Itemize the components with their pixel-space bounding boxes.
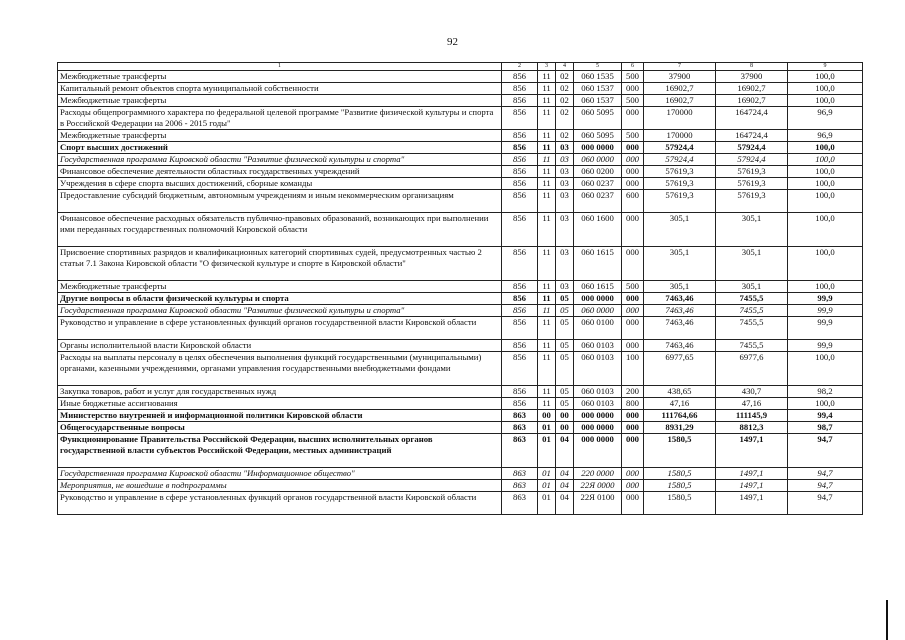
col-5-cell: 060 1537: [574, 95, 622, 107]
table-row: [58, 468, 863, 480]
col-7-cell: 111764,66: [644, 410, 716, 422]
col-9-cell: 98,7: [788, 422, 863, 434]
col-8-cell: 305,1: [716, 213, 788, 247]
col-4-cell: 05: [556, 340, 574, 352]
row-name-cell: Министерство внутренней и информационной политики Кировской области: [58, 410, 502, 422]
col-7-cell: 7463,46: [644, 305, 716, 317]
col-3-cell: 11: [538, 166, 556, 178]
col-8-cell: 1497,1: [716, 468, 788, 480]
row-name-cell: Присвоение спортивных разрядов и квалификационных категорий спортивных судей, предусмотренных частью 2 статьи 7.1 Закона Кировской области "О физической культуре и спорте в Кировской области": [58, 247, 502, 281]
col-4-cell: 04: [556, 492, 574, 515]
col-5-cell: 000 0000: [574, 293, 622, 305]
col-8-cell: 1497,1: [716, 434, 788, 468]
header-cell: 7: [644, 63, 716, 71]
col-4-cell: 02: [556, 95, 574, 107]
col-4-cell: 03: [556, 213, 574, 247]
table-row: [58, 422, 863, 434]
row-name-cell: Капитальный ремонт объектов спорта муниципальной собственности: [58, 83, 502, 95]
col-7-cell: 16902,7: [644, 95, 716, 107]
col-3-cell: 11: [538, 305, 556, 317]
col-6-cell: 000: [622, 142, 644, 154]
col-6-cell: 000: [622, 83, 644, 95]
table-row: [58, 71, 863, 83]
row-name-cell: Мероприятия, не вошедшие в подпрограммы: [58, 480, 502, 492]
table-row: [58, 317, 863, 340]
col-2-cell: 863: [502, 480, 538, 492]
col-9-cell: 100,0: [788, 352, 863, 386]
col-5-cell: 060 5095: [574, 107, 622, 130]
col-6-cell: 100: [622, 352, 644, 386]
table-row: [58, 281, 863, 293]
col-6-cell: 000: [622, 468, 644, 480]
col-6-cell: 500: [622, 130, 644, 142]
col-2-cell: 856: [502, 71, 538, 83]
col-3-cell: 11: [538, 247, 556, 281]
col-8-cell: 7455,5: [716, 305, 788, 317]
col-3-cell: 01: [538, 434, 556, 468]
col-5-cell: 000 0000: [574, 422, 622, 434]
col-5-cell: 060 1615: [574, 247, 622, 281]
col-4-cell: 02: [556, 130, 574, 142]
table-row: [58, 213, 863, 247]
col-8-cell: 1497,1: [716, 492, 788, 515]
col-9-cell: 100,0: [788, 142, 863, 154]
col-5-cell: 060 0000: [574, 305, 622, 317]
col-3-cell: 11: [538, 213, 556, 247]
row-name-cell: Государственная программа Кировской области "Развитие физической культуры и спорта": [58, 154, 502, 166]
col-3-cell: 11: [538, 386, 556, 398]
page-number: 92: [447, 36, 458, 48]
col-8-cell: 305,1: [716, 281, 788, 293]
col-2-cell: 856: [502, 107, 538, 130]
col-2-cell: 856: [502, 190, 538, 213]
row-name-cell: Финансовое обеспечение деятельности областных государственных учреждений: [58, 166, 502, 178]
col-9-cell: 94,7: [788, 434, 863, 468]
col-6-cell: 000: [622, 213, 644, 247]
col-8-cell: 430,7: [716, 386, 788, 398]
col-3-cell: 11: [538, 142, 556, 154]
col-7-cell: 7463,46: [644, 317, 716, 340]
col-3-cell: 11: [538, 154, 556, 166]
col-3-cell: 11: [538, 178, 556, 190]
col-8-cell: 16902,7: [716, 83, 788, 95]
row-name-cell: Функционирование Правительства Российской Федерации, высших исполнительных органов государственной власти субъектов Российской Федерации, местных администраций: [58, 434, 502, 468]
col-7-cell: 16902,7: [644, 83, 716, 95]
col-5-cell: 060 1535: [574, 71, 622, 83]
col-6-cell: 000: [622, 317, 644, 340]
col-8-cell: 57619,3: [716, 178, 788, 190]
col-5-cell: 22Я 0100: [574, 492, 622, 515]
table-row: [58, 305, 863, 317]
table-row: [58, 352, 863, 386]
table-row: [58, 130, 863, 142]
col-8-cell: 1497,1: [716, 480, 788, 492]
col-4-cell: 03: [556, 247, 574, 281]
col-8-cell: 16902,7: [716, 95, 788, 107]
col-9-cell: 96,9: [788, 130, 863, 142]
col-8-cell: 57924,4: [716, 154, 788, 166]
col-8-cell: 57619,3: [716, 166, 788, 178]
table-row: [58, 398, 863, 410]
col-4-cell: 05: [556, 317, 574, 340]
col-5-cell: 060 0103: [574, 352, 622, 386]
col-4-cell: 02: [556, 83, 574, 95]
table-row: [58, 178, 863, 190]
row-name-cell: Предоставление субсидий бюджетным, автономным учреждениям и иным некоммерческим организациям: [58, 190, 502, 213]
col-4-cell: 05: [556, 293, 574, 305]
col-9-cell: 98,2: [788, 386, 863, 398]
header-cell: 5: [574, 63, 622, 71]
col-7-cell: 438,65: [644, 386, 716, 398]
col-7-cell: 305,1: [644, 213, 716, 247]
col-9-cell: 100,0: [788, 166, 863, 178]
col-5-cell: 060 1537: [574, 83, 622, 95]
col-6-cell: 200: [622, 386, 644, 398]
header-cell: 9: [788, 63, 863, 71]
col-4-cell: 05: [556, 386, 574, 398]
page-edge-mark: [886, 600, 888, 640]
col-5-cell: 060 5095: [574, 130, 622, 142]
col-7-cell: 7463,46: [644, 293, 716, 305]
col-4-cell: 05: [556, 305, 574, 317]
header-cell: 4: [556, 63, 574, 71]
header-cell: 2: [502, 63, 538, 71]
col-7-cell: 57619,3: [644, 166, 716, 178]
col-5-cell: 000 0000: [574, 142, 622, 154]
row-name-cell: Закупка товаров, работ и услуг для государственных нужд: [58, 386, 502, 398]
col-7-cell: 170000: [644, 130, 716, 142]
header-cell: 1: [58, 63, 502, 71]
col-7-cell: 57924,4: [644, 142, 716, 154]
col-2-cell: 856: [502, 281, 538, 293]
col-3-cell: 01: [538, 468, 556, 480]
col-3-cell: 01: [538, 492, 556, 515]
col-5-cell: 060 0237: [574, 190, 622, 213]
row-name-cell: Другие вопросы в области физической культуры и спорта: [58, 293, 502, 305]
col-4-cell: 02: [556, 71, 574, 83]
col-2-cell: 856: [502, 178, 538, 190]
col-2-cell: 863: [502, 410, 538, 422]
col-3-cell: 01: [538, 480, 556, 492]
budget-table: [57, 62, 863, 515]
col-4-cell: 05: [556, 398, 574, 410]
col-3-cell: 11: [538, 95, 556, 107]
col-5-cell: 22Я 0000: [574, 480, 622, 492]
col-5-cell: 060 0100: [574, 317, 622, 340]
col-4-cell: 04: [556, 434, 574, 468]
col-2-cell: 856: [502, 398, 538, 410]
col-6-cell: 000: [622, 305, 644, 317]
col-7-cell: 1580,5: [644, 480, 716, 492]
col-7-cell: 57924,4: [644, 154, 716, 166]
col-9-cell: 100,0: [788, 398, 863, 410]
col-8-cell: 7455,5: [716, 293, 788, 305]
col-3-cell: 11: [538, 352, 556, 386]
col-5-cell: 060 0103: [574, 398, 622, 410]
col-5-cell: 060 0237: [574, 178, 622, 190]
table-row: [58, 480, 863, 492]
col-9-cell: 100,0: [788, 71, 863, 83]
col-5-cell: 000 0000: [574, 410, 622, 422]
col-8-cell: 57924,4: [716, 142, 788, 154]
col-6-cell: 000: [622, 480, 644, 492]
col-5-cell: 060 0000: [574, 154, 622, 166]
row-name-cell: Расходы на выплаты персоналу в целях обеспечения выполнения функций государственными (муниципальными) органами, казенными учреждениями, органами управления государственными внебюджетными фондами: [58, 352, 502, 386]
col-8-cell: 7455,5: [716, 317, 788, 340]
col-2-cell: 856: [502, 247, 538, 281]
col-9-cell: 96,9: [788, 107, 863, 130]
col-6-cell: 000: [622, 434, 644, 468]
col-6-cell: 000: [622, 340, 644, 352]
table-header-row: [58, 63, 863, 71]
col-6-cell: 000: [622, 247, 644, 281]
col-8-cell: 47,16: [716, 398, 788, 410]
col-8-cell: 7455,5: [716, 340, 788, 352]
col-6-cell: 800: [622, 398, 644, 410]
col-4-cell: 00: [556, 410, 574, 422]
col-2-cell: 856: [502, 386, 538, 398]
col-2-cell: 856: [502, 352, 538, 386]
col-4-cell: 03: [556, 166, 574, 178]
col-9-cell: 94,7: [788, 480, 863, 492]
table-row: [58, 190, 863, 213]
col-3-cell: 11: [538, 281, 556, 293]
row-name-cell: Финансовое обеспечение расходных обязательств публично-правовых образований, возникающих при выполнении ими переданных государственных полномочий Кировской области: [58, 213, 502, 247]
col-7-cell: 8931,29: [644, 422, 716, 434]
row-name-cell: Межбюджетные трансферты: [58, 281, 502, 293]
col-2-cell: 863: [502, 422, 538, 434]
col-6-cell: 000: [622, 178, 644, 190]
col-6-cell: 000: [622, 422, 644, 434]
col-7-cell: 1580,5: [644, 468, 716, 480]
col-3-cell: 11: [538, 190, 556, 213]
col-9-cell: 99,9: [788, 317, 863, 340]
table-row: [58, 107, 863, 130]
col-4-cell: 03: [556, 281, 574, 293]
col-4-cell: 04: [556, 480, 574, 492]
row-name-cell: Спорт высших достижений: [58, 142, 502, 154]
col-8-cell: 164724,4: [716, 107, 788, 130]
col-5-cell: 060 1600: [574, 213, 622, 247]
col-8-cell: 57619,3: [716, 190, 788, 213]
col-3-cell: 11: [538, 398, 556, 410]
col-5-cell: 060 1615: [574, 281, 622, 293]
col-6-cell: 000: [622, 410, 644, 422]
header-cell: 8: [716, 63, 788, 71]
col-3-cell: 11: [538, 130, 556, 142]
row-name-cell: Государственная программа Кировской области "Информационное общество": [58, 468, 502, 480]
col-4-cell: 03: [556, 190, 574, 213]
col-9-cell: 100,0: [788, 83, 863, 95]
table-row: [58, 95, 863, 107]
col-5-cell: 060 0200: [574, 166, 622, 178]
col-7-cell: 1580,5: [644, 434, 716, 468]
col-9-cell: 99,4: [788, 410, 863, 422]
col-6-cell: 000: [622, 166, 644, 178]
col-9-cell: 94,7: [788, 468, 863, 480]
col-2-cell: 863: [502, 434, 538, 468]
col-9-cell: 100,0: [788, 247, 863, 281]
col-7-cell: 57619,3: [644, 178, 716, 190]
row-name-cell: Государственная программа Кировской области "Развитие физической культуры и спорта": [58, 305, 502, 317]
row-name-cell: Иные бюджетные ассигнования: [58, 398, 502, 410]
col-6-cell: 000: [622, 492, 644, 515]
col-4-cell: 03: [556, 154, 574, 166]
table-row: [58, 410, 863, 422]
col-2-cell: 856: [502, 340, 538, 352]
row-name-cell: Учреждения в сфере спорта высших достижений, сборные команды: [58, 178, 502, 190]
col-6-cell: 000: [622, 293, 644, 305]
header-cell: 3: [538, 63, 556, 71]
col-9-cell: 99,9: [788, 293, 863, 305]
col-8-cell: 8812,3: [716, 422, 788, 434]
row-name-cell: Руководство и управление в сфере установленных функций органов государственной власти Кировской области: [58, 317, 502, 340]
col-2-cell: 856: [502, 154, 538, 166]
col-7-cell: 47,16: [644, 398, 716, 410]
col-9-cell: 100,0: [788, 178, 863, 190]
table-row: [58, 340, 863, 352]
row-name-cell: Руководство и управление в сфере установленных функций органов государственной власти Кировской области: [58, 492, 502, 515]
col-5-cell: 060 0103: [574, 386, 622, 398]
col-9-cell: 99,9: [788, 305, 863, 317]
col-7-cell: 57619,3: [644, 190, 716, 213]
table-row: [58, 83, 863, 95]
col-2-cell: 856: [502, 293, 538, 305]
col-6-cell: 500: [622, 95, 644, 107]
col-7-cell: 7463,46: [644, 340, 716, 352]
col-8-cell: 37900: [716, 71, 788, 83]
table-row: [58, 434, 863, 468]
col-6-cell: 500: [622, 281, 644, 293]
row-name-cell: Органы исполнительной власти Кировской области: [58, 340, 502, 352]
col-6-cell: 000: [622, 154, 644, 166]
row-name-cell: Межбюджетные трансферты: [58, 95, 502, 107]
col-8-cell: 111145,9: [716, 410, 788, 422]
col-7-cell: 1580,5: [644, 492, 716, 515]
header-cell: 6: [622, 63, 644, 71]
col-7-cell: 170000: [644, 107, 716, 130]
row-name-cell: Расходы общепрограммного характера по федеральной целевой программе "Развитие физической культуры и спорта в Российской Федерации на 2006 - 2015 годы": [58, 107, 502, 130]
col-5-cell: 060 0103: [574, 340, 622, 352]
col-7-cell: 6977,65: [644, 352, 716, 386]
col-2-cell: 856: [502, 166, 538, 178]
col-6-cell: 500: [622, 71, 644, 83]
table-row: [58, 386, 863, 398]
row-name-cell: Общегосударственные вопросы: [58, 422, 502, 434]
col-4-cell: 04: [556, 468, 574, 480]
col-2-cell: 856: [502, 213, 538, 247]
col-9-cell: 99,9: [788, 340, 863, 352]
col-4-cell: 03: [556, 178, 574, 190]
col-9-cell: 100,0: [788, 190, 863, 213]
table-row: [58, 166, 863, 178]
col-3-cell: 11: [538, 317, 556, 340]
row-name-cell: Межбюджетные трансферты: [58, 130, 502, 142]
col-2-cell: 856: [502, 83, 538, 95]
col-4-cell: 00: [556, 422, 574, 434]
table-row: [58, 247, 863, 281]
col-9-cell: 100,0: [788, 213, 863, 247]
table-row: [58, 293, 863, 305]
col-3-cell: 11: [538, 107, 556, 130]
col-9-cell: 100,0: [788, 154, 863, 166]
col-3-cell: 00: [538, 410, 556, 422]
table-row: [58, 154, 863, 166]
row-name-cell: Межбюджетные трансферты: [58, 71, 502, 83]
col-3-cell: 11: [538, 71, 556, 83]
col-5-cell: 000 0000: [574, 434, 622, 468]
col-3-cell: 11: [538, 293, 556, 305]
col-2-cell: 856: [502, 317, 538, 340]
col-2-cell: 863: [502, 492, 538, 515]
col-4-cell: 02: [556, 107, 574, 130]
table-row: [58, 492, 863, 515]
col-7-cell: 305,1: [644, 281, 716, 293]
col-6-cell: 000: [622, 107, 644, 130]
col-2-cell: 856: [502, 130, 538, 142]
col-3-cell: 11: [538, 83, 556, 95]
col-2-cell: 856: [502, 95, 538, 107]
col-7-cell: 37900: [644, 71, 716, 83]
col-9-cell: 100,0: [788, 95, 863, 107]
col-8-cell: 305,1: [716, 247, 788, 281]
col-6-cell: 600: [622, 190, 644, 213]
table-row: [58, 142, 863, 154]
col-7-cell: 305,1: [644, 247, 716, 281]
col-4-cell: 03: [556, 142, 574, 154]
col-8-cell: 164724,4: [716, 130, 788, 142]
col-2-cell: 856: [502, 305, 538, 317]
col-3-cell: 01: [538, 422, 556, 434]
col-3-cell: 11: [538, 340, 556, 352]
col-9-cell: 100,0: [788, 281, 863, 293]
col-4-cell: 05: [556, 352, 574, 386]
col-8-cell: 6977,6: [716, 352, 788, 386]
col-2-cell: 863: [502, 468, 538, 480]
col-9-cell: 94,7: [788, 492, 863, 515]
col-5-cell: 220 0000: [574, 468, 622, 480]
col-2-cell: 856: [502, 142, 538, 154]
